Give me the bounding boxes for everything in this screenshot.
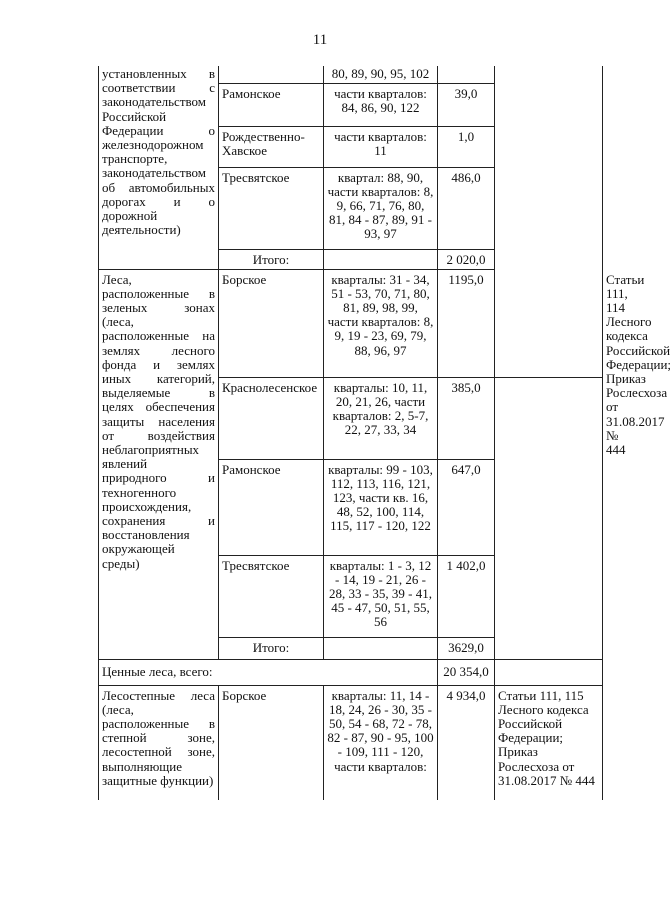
area-cell [438, 66, 495, 83]
category-text: установленных в соответствии с законодательством Российской Федерации о железнодорожном транспорте, законодательством об автомобильных дорогах и о дорожной деятельности) [102, 66, 215, 238]
valuable-total-value: 20 354,0 [438, 659, 495, 685]
area-cell: 647,0 [438, 459, 495, 555]
area-cell: 39,0 [438, 83, 495, 126]
category-cell [99, 66, 219, 269]
table-row [99, 66, 603, 83]
total-label: Итого: [219, 249, 324, 269]
empty-cell [495, 659, 603, 685]
forestry-cell: Рамонское [219, 459, 324, 555]
law-cell [495, 66, 603, 377]
forestry-cell: Тресвятское [219, 555, 324, 637]
area-cell: 385,0 [438, 377, 495, 459]
empty-cell [324, 249, 438, 269]
forestry-cell: Рождественно-Хавское [219, 126, 324, 167]
quarters-cell: 80, 89, 90, 95, 102 [324, 66, 438, 83]
quarters-cell: кварталы: 1 - 3, 12 - 14, 19 - 21, 26 - 28, 33 - 35, 39 - 41, 45 - 47, 50, 51, 55, 56 [324, 555, 438, 637]
quarters-cell: кварталы: 11, 14 - 18, 24, 26 - 30, 35 - 50, 54 - 68, 72 - 78, 82 - 87, 90 - 95, 100 - 109, 111 - 120, части кварталов: [324, 685, 438, 800]
table-row [99, 659, 603, 685]
area-cell: 1 402,0 [438, 555, 495, 637]
total-value: 2 020,0 [438, 249, 495, 269]
valuable-total-label: Ценные леса, всего: [99, 659, 438, 685]
forest-table [98, 66, 671, 800]
table-row [99, 685, 603, 800]
total-value: 3629,0 [438, 637, 495, 659]
quarters-cell: кварталы: 31 - 34, 51 - 53, 70, 71, 80, 81, 89, 98, 99, части кварталов: 8, 9, 19 - 23, 69, 79, 88, 96, 97 [324, 269, 438, 377]
empty-cell [324, 637, 438, 659]
forestry-cell [219, 66, 324, 83]
forestry-cell: Тресвятское [219, 167, 324, 249]
category-cell [99, 685, 219, 800]
forestry-cell: Краснолесенское [219, 377, 324, 459]
quarters-cell: части кварталов: 11 [324, 126, 438, 167]
forestry-cell: Борское [219, 269, 324, 377]
table-row: Леса, расположенные в зеленых зонах (леса, расположенные на землях лесного фонда и землях иных категорий, выделяемые в целях обеспечения защиты населения от воздействия неблагоприятных явлений природного и техногенного происхождения, сохранения и восстановления окружающей среды) Борское кварталы: 31 - 34, 51 - 53, 70, 71, 80, 81, 89, 98, 99, части кварталов: 8, 9, 19 - 23, 69, 79, 88, 96, 97 1195,0 Статьи 111, 114 Лесного кодекса Российской Федерации; Приказ Рослесхоза от 31.08.2017 № 444 [99, 269, 603, 377]
area-cell: 1195,0 [438, 269, 495, 377]
area-cell: 4 934,0 [438, 685, 495, 800]
category-text: Леса, расположенные в зеленых зонах (леса, расположенные на землях лесного фонда и землях иных категорий, выделяемые в целях обеспечения защиты населения от воздействия неблагоприятных явлений природного и техногенного происхождения, сохранения и восстановления окружающей среды) [102, 271, 215, 571]
forestry-cell: Борское [219, 685, 324, 800]
law-reference-cell: Статьи 111, 115 Лесного кодекса Российской Федерации; Приказ Рослесхоза от 31.08.2017 № 444 [495, 685, 603, 800]
area-cell: 1,0 [438, 126, 495, 167]
category-text: Лесостепные леса (леса, расположенные в степной зоне, лесостепной зоне, выполняющие защитные функции) [102, 687, 215, 788]
category-cell [99, 269, 219, 659]
quarters-cell: части кварталов: 84, 86, 90, 122 [324, 83, 438, 126]
forestry-cell: Рамонское [219, 83, 324, 126]
quarters-cell: кварталы: 99 - 103, 112, 113, 116, 121, 123, части кв. 16, 48, 52, 100, 114, 115, 117 - 120, 122 [324, 459, 438, 555]
quarters-cell: кварталы: 10, 11, 20, 21, 26, части кварталов: 2, 5-7, 22, 27, 33, 34 [324, 377, 438, 459]
total-label: Итого: [219, 637, 324, 659]
area-cell: 486,0 [438, 167, 495, 249]
page-number: 11 [312, 32, 328, 48]
quarters-cell: квартал: 88, 90, части кварталов: 8, 9, 66, 71, 76, 80, 81, 84 - 87, 89, 91 - 93, 97 [324, 167, 438, 249]
